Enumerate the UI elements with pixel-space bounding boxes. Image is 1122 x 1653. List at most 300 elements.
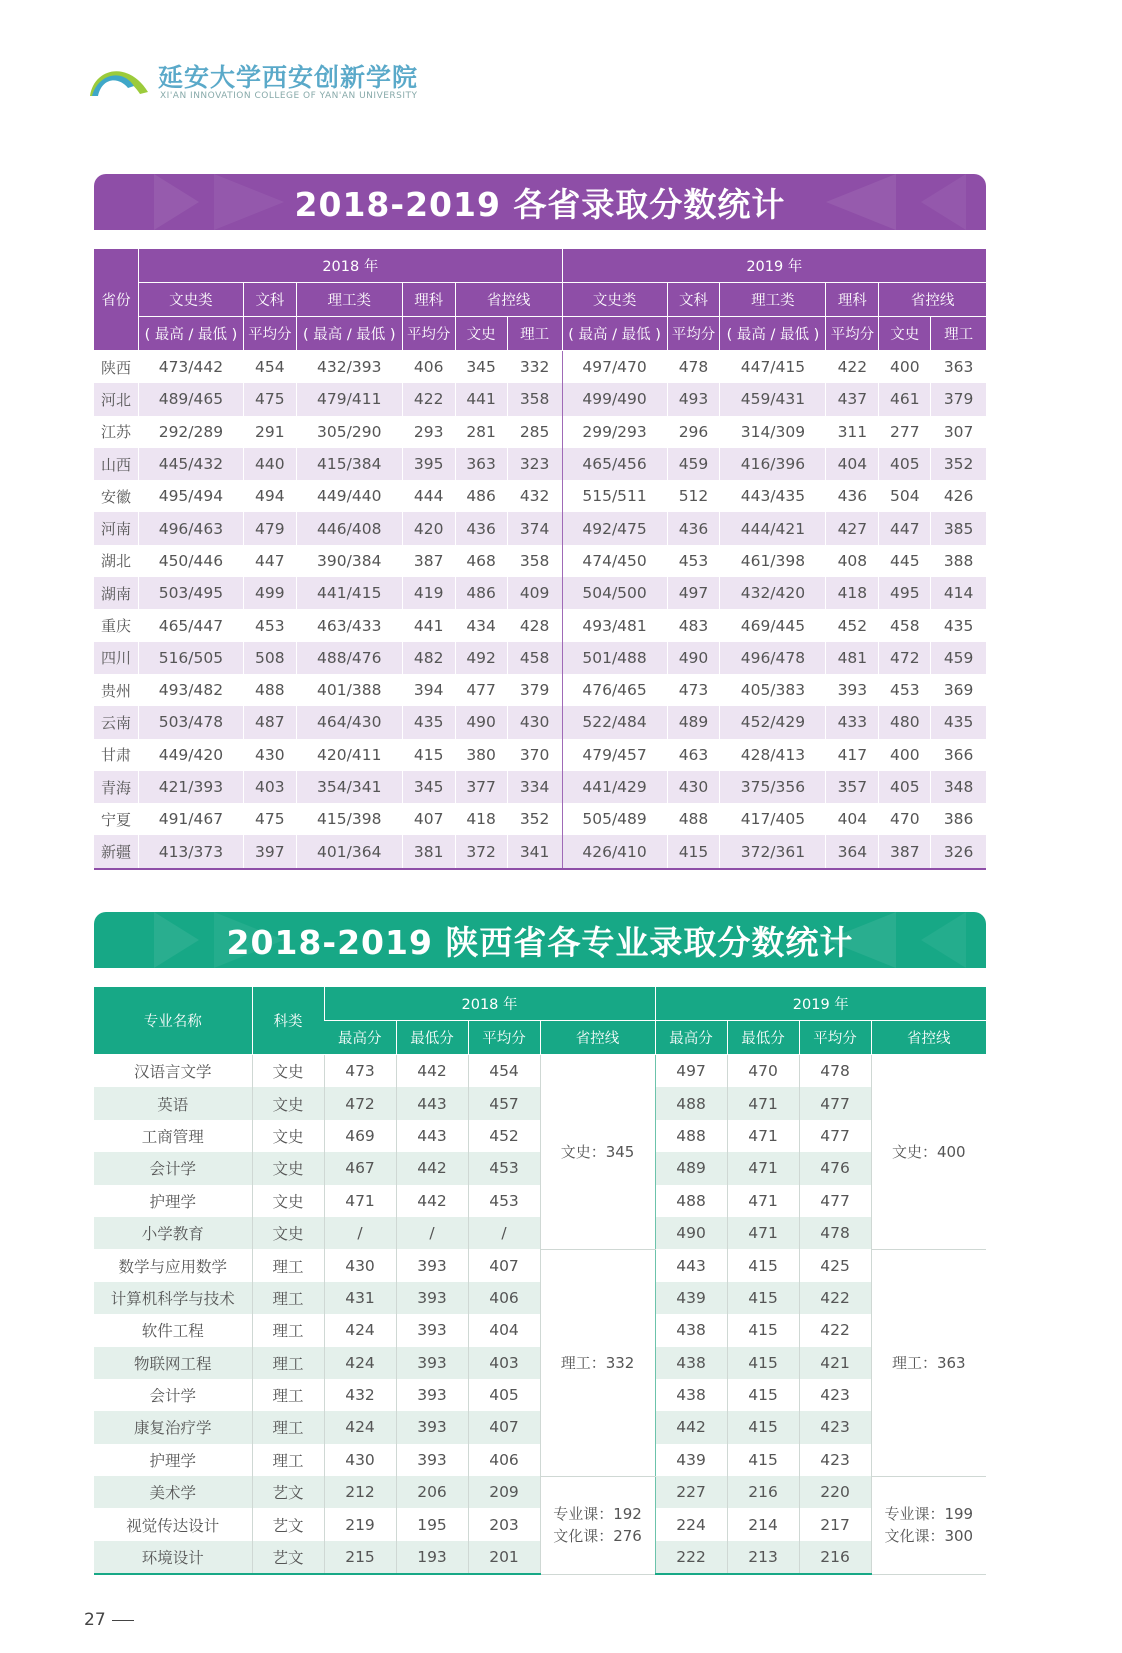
score-cell: 400 xyxy=(879,351,931,384)
score-cell: 480 xyxy=(879,706,931,738)
score-cell: 436 xyxy=(455,512,507,544)
avg-score: 201 xyxy=(468,1541,540,1574)
score-cell: 420 xyxy=(402,512,455,544)
score-cell: 496/463 xyxy=(138,512,243,544)
score-cell: 475 xyxy=(243,383,296,415)
score-cell: 413/373 xyxy=(138,835,243,868)
score-cell: 405 xyxy=(879,448,931,480)
score-cell: 311 xyxy=(826,416,879,448)
score-cell: 418 xyxy=(826,577,879,609)
header-li-avg: 理科 xyxy=(402,283,455,317)
max-score: 497 xyxy=(655,1055,727,1088)
subject-type: 文史 xyxy=(252,1055,324,1088)
score-cell: 433 xyxy=(826,706,879,738)
major-name: 物联网工程 xyxy=(94,1347,252,1379)
score-cell: 426 xyxy=(931,480,986,512)
province-name: 云南 xyxy=(94,706,138,738)
max-score: 488 xyxy=(655,1087,727,1119)
score-cell: 494 xyxy=(243,480,296,512)
score-cell: 465/456 xyxy=(562,448,667,480)
table-row xyxy=(94,480,986,512)
score-cell: 409 xyxy=(507,577,562,609)
score-cell: 461 xyxy=(879,383,931,415)
avg-score: 454 xyxy=(468,1055,540,1088)
header-max-min: ( 最高 / 最低 ) xyxy=(562,317,667,351)
score-cell: 415/398 xyxy=(296,803,402,835)
score-cell: 477 xyxy=(455,674,507,706)
score-cell: 486 xyxy=(455,577,507,609)
header-max: 最高分 xyxy=(324,1021,396,1055)
score-cell: 468 xyxy=(455,545,507,577)
score-cell: 473/442 xyxy=(138,351,243,384)
province-name: 重庆 xyxy=(94,609,138,641)
subject-type: 文史 xyxy=(252,1217,324,1249)
header-average: 平均分 xyxy=(826,317,879,351)
score-cell: 493/481 xyxy=(562,609,667,641)
score-cell: 379 xyxy=(931,383,986,415)
max-score: 224 xyxy=(655,1508,727,1540)
max-score: 424 xyxy=(324,1411,396,1443)
min-score: 471 xyxy=(727,1087,799,1119)
score-cell: 445/432 xyxy=(138,448,243,480)
max-score: 488 xyxy=(655,1185,727,1217)
score-cell: 501/488 xyxy=(562,642,667,674)
subject-type: 理工 xyxy=(252,1314,324,1346)
header-control-line: 省控线 xyxy=(455,283,562,317)
control-line-text: 理工：363 xyxy=(891,1353,966,1372)
score-cell: 348 xyxy=(931,771,986,803)
min-score: 471 xyxy=(727,1152,799,1184)
score-cell: 420/411 xyxy=(296,739,402,771)
max-score: 473 xyxy=(324,1055,396,1088)
score-cell: 323 xyxy=(507,448,562,480)
header-average: 平均分 xyxy=(243,317,296,351)
header-max-min: ( 最高 / 最低 ) xyxy=(138,317,243,351)
score-cell: 405 xyxy=(879,771,931,803)
score-cell: 358 xyxy=(507,545,562,577)
score-cell: 441/429 xyxy=(562,771,667,803)
score-cell: 458 xyxy=(507,642,562,674)
score-cell: 307 xyxy=(931,416,986,448)
max-score: 438 xyxy=(655,1347,727,1379)
table-row xyxy=(94,448,986,480)
avg-score: / xyxy=(468,1217,540,1249)
score-cell: 285 xyxy=(507,416,562,448)
avg-score: 423 xyxy=(799,1379,871,1411)
school-logo xyxy=(88,54,508,104)
max-score: 488 xyxy=(655,1120,727,1152)
score-cell: 436 xyxy=(826,480,879,512)
major-name: 数学与应用数学 xyxy=(94,1249,252,1281)
max-score: 438 xyxy=(655,1379,727,1411)
avg-score: 209 xyxy=(468,1476,540,1508)
score-cell: 357 xyxy=(826,771,879,803)
score-cell: 293 xyxy=(402,416,455,448)
score-cell: 414 xyxy=(931,577,986,609)
score-cell: 408 xyxy=(826,545,879,577)
score-cell: 386 xyxy=(931,803,986,835)
table-row xyxy=(94,739,986,771)
header-min: 最低分 xyxy=(396,1021,468,1055)
control-line-cell xyxy=(871,1055,986,1250)
score-cell: 358 xyxy=(507,383,562,415)
table-row xyxy=(94,512,986,544)
subject-type: 理工 xyxy=(252,1282,324,1314)
score-cell: 428/413 xyxy=(720,739,826,771)
score-cell: 489/465 xyxy=(138,383,243,415)
max-score: 439 xyxy=(655,1282,727,1314)
score-cell: 417 xyxy=(826,739,879,771)
min-score: 216 xyxy=(727,1476,799,1508)
score-cell: 445 xyxy=(879,545,931,577)
score-cell: 512 xyxy=(667,480,720,512)
min-score: 206 xyxy=(396,1476,468,1508)
min-score: / xyxy=(396,1217,468,1249)
header-year-2018: 2018 年 xyxy=(324,987,655,1021)
subject-type: 理工 xyxy=(252,1411,324,1443)
score-cell: 470 xyxy=(879,803,931,835)
major-name: 美术学 xyxy=(94,1476,252,1508)
min-score: 214 xyxy=(727,1508,799,1540)
min-score: 471 xyxy=(727,1217,799,1249)
major-scores-banner xyxy=(94,912,986,968)
score-cell: 440 xyxy=(243,448,296,480)
table-row xyxy=(94,545,986,577)
min-score: 393 xyxy=(396,1314,468,1346)
control-line-text: 专业课：192 xyxy=(553,1505,642,1524)
score-cell: 381 xyxy=(402,835,455,868)
province-name: 山西 xyxy=(94,448,138,480)
score-cell: 415 xyxy=(402,739,455,771)
score-cell: 452/429 xyxy=(720,706,826,738)
score-cell: 492 xyxy=(455,642,507,674)
avg-score: 422 xyxy=(799,1282,871,1314)
score-cell: 495 xyxy=(879,577,931,609)
max-score: / xyxy=(324,1217,396,1249)
major-name: 环境设计 xyxy=(94,1541,252,1574)
score-cell: 504 xyxy=(879,480,931,512)
score-cell: 499/490 xyxy=(562,383,667,415)
header-year-2019: 2019 年 xyxy=(655,987,986,1021)
score-cell: 522/484 xyxy=(562,706,667,738)
score-cell: 430 xyxy=(243,739,296,771)
major-scores-title: 2018-2019 陕西省各专业录取分数统计 xyxy=(226,922,854,962)
major-name: 会计学 xyxy=(94,1152,252,1184)
score-cell: 459 xyxy=(931,642,986,674)
score-cell: 446/408 xyxy=(296,512,402,544)
score-cell: 435 xyxy=(931,609,986,641)
score-cell: 492/475 xyxy=(562,512,667,544)
avg-score: 478 xyxy=(799,1217,871,1249)
min-score: 393 xyxy=(396,1444,468,1476)
max-score: 222 xyxy=(655,1541,727,1574)
score-cell: 495/494 xyxy=(138,480,243,512)
header-li: 理工 xyxy=(931,317,986,351)
avg-score: 423 xyxy=(799,1411,871,1443)
major-name: 护理学 xyxy=(94,1185,252,1217)
table-row xyxy=(94,1055,986,1088)
avg-score: 421 xyxy=(799,1347,871,1379)
score-cell: 490 xyxy=(667,642,720,674)
table-row xyxy=(94,416,986,448)
max-score: 424 xyxy=(324,1314,396,1346)
score-cell: 395 xyxy=(402,448,455,480)
score-cell: 476/465 xyxy=(562,674,667,706)
score-cell: 341 xyxy=(507,835,562,868)
header-control-line: 省控线 xyxy=(879,283,986,317)
score-cell: 488 xyxy=(243,674,296,706)
score-cell: 352 xyxy=(931,448,986,480)
header-average: 平均分 xyxy=(667,317,720,351)
min-score: 415 xyxy=(727,1282,799,1314)
header-average: 平均分 xyxy=(402,317,455,351)
score-cell: 385 xyxy=(931,512,986,544)
header-wen-avg: 文科 xyxy=(667,283,720,317)
score-cell: 473 xyxy=(667,674,720,706)
header-min: 最低分 xyxy=(727,1021,799,1055)
score-cell: 428 xyxy=(507,609,562,641)
min-score: 193 xyxy=(396,1541,468,1574)
score-cell: 370 xyxy=(507,739,562,771)
control-line-text: 理工：332 xyxy=(560,1353,635,1372)
score-cell: 393 xyxy=(826,674,879,706)
score-cell: 397 xyxy=(243,835,296,868)
score-cell: 387 xyxy=(402,545,455,577)
control-line-text: 文化课：300 xyxy=(884,1527,974,1546)
score-cell: 449/420 xyxy=(138,739,243,771)
score-cell: 450/446 xyxy=(138,545,243,577)
subject-type: 理工 xyxy=(252,1249,324,1281)
score-cell: 352 xyxy=(507,803,562,835)
province-name: 安徽 xyxy=(94,480,138,512)
major-name: 小学教育 xyxy=(94,1217,252,1249)
score-cell: 363 xyxy=(931,351,986,384)
min-score: 213 xyxy=(727,1541,799,1574)
score-cell: 479/457 xyxy=(562,739,667,771)
score-cell: 483 xyxy=(667,609,720,641)
header-avg: 平均分 xyxy=(799,1021,871,1055)
table-row xyxy=(94,577,986,609)
table-row xyxy=(94,803,986,835)
score-cell: 463 xyxy=(667,739,720,771)
score-cell: 481 xyxy=(826,642,879,674)
score-cell: 489 xyxy=(667,706,720,738)
header-li-type: 理工类 xyxy=(296,283,402,317)
province-name: 湖南 xyxy=(94,577,138,609)
control-line-cell xyxy=(540,1249,655,1476)
score-cell: 436 xyxy=(667,512,720,544)
max-score: 424 xyxy=(324,1347,396,1379)
control-line-cell xyxy=(540,1055,655,1250)
header-avg: 平均分 xyxy=(468,1021,540,1055)
major-name: 会计学 xyxy=(94,1379,252,1411)
page-number-text: 27 xyxy=(84,1610,106,1630)
score-cell: 441 xyxy=(455,383,507,415)
score-cell: 388 xyxy=(931,545,986,577)
major-name: 软件工程 xyxy=(94,1314,252,1346)
avg-score: 477 xyxy=(799,1087,871,1119)
score-cell: 377 xyxy=(455,771,507,803)
header-max-min: ( 最高 / 最低 ) xyxy=(720,317,826,351)
avg-score: 404 xyxy=(468,1314,540,1346)
avg-score: 453 xyxy=(468,1185,540,1217)
min-score: 393 xyxy=(396,1282,468,1314)
score-cell: 453 xyxy=(879,674,931,706)
score-cell: 422 xyxy=(402,383,455,415)
max-score: 469 xyxy=(324,1120,396,1152)
score-cell: 454 xyxy=(243,351,296,384)
score-cell: 475 xyxy=(243,803,296,835)
score-cell: 515/511 xyxy=(562,480,667,512)
score-cell: 363 xyxy=(455,448,507,480)
score-cell: 463/433 xyxy=(296,609,402,641)
score-cell: 403 xyxy=(243,771,296,803)
table-row xyxy=(94,609,986,641)
header-max: 最高分 xyxy=(655,1021,727,1055)
major-name: 康复治疗学 xyxy=(94,1411,252,1443)
score-cell: 299/293 xyxy=(562,416,667,448)
avg-score: 407 xyxy=(468,1249,540,1281)
max-score: 431 xyxy=(324,1282,396,1314)
score-cell: 387 xyxy=(879,835,931,868)
max-score: 219 xyxy=(324,1508,396,1540)
control-line-text: 文史：345 xyxy=(560,1142,635,1161)
score-cell: 407 xyxy=(402,803,455,835)
score-cell: 364 xyxy=(826,835,879,868)
score-cell: 432/420 xyxy=(720,577,826,609)
score-cell: 459/431 xyxy=(720,383,826,415)
avg-score: 477 xyxy=(799,1120,871,1152)
max-score: 212 xyxy=(324,1476,396,1508)
max-score: 430 xyxy=(324,1444,396,1476)
major-name: 英语 xyxy=(94,1087,252,1119)
province-name: 甘肃 xyxy=(94,739,138,771)
score-cell: 458 xyxy=(879,609,931,641)
score-cell: 417/405 xyxy=(720,803,826,835)
score-cell: 490 xyxy=(455,706,507,738)
score-cell: 435 xyxy=(402,706,455,738)
score-cell: 296 xyxy=(667,416,720,448)
score-cell: 421/393 xyxy=(138,771,243,803)
score-cell: 503/495 xyxy=(138,577,243,609)
header-wen: 文史 xyxy=(879,317,931,351)
max-score: 227 xyxy=(655,1476,727,1508)
major-name: 护理学 xyxy=(94,1444,252,1476)
major-name: 计算机科学与技术 xyxy=(94,1282,252,1314)
score-cell: 372/361 xyxy=(720,835,826,868)
table-row xyxy=(94,706,986,738)
score-cell: 372 xyxy=(455,835,507,868)
score-cell: 419 xyxy=(402,577,455,609)
province-name: 江苏 xyxy=(94,416,138,448)
subject-type: 理工 xyxy=(252,1379,324,1411)
score-cell: 379 xyxy=(507,674,562,706)
score-cell: 326 xyxy=(931,835,986,868)
avg-score: 406 xyxy=(468,1444,540,1476)
province-name: 湖北 xyxy=(94,545,138,577)
score-cell: 488/476 xyxy=(296,642,402,674)
major-name: 汉语言文学 xyxy=(94,1055,252,1088)
score-cell: 453 xyxy=(667,545,720,577)
score-cell: 503/478 xyxy=(138,706,243,738)
max-score: 472 xyxy=(324,1087,396,1119)
min-score: 415 xyxy=(727,1444,799,1476)
subject-type: 文史 xyxy=(252,1087,324,1119)
score-cell: 305/290 xyxy=(296,416,402,448)
score-cell: 401/364 xyxy=(296,835,402,868)
score-cell: 292/289 xyxy=(138,416,243,448)
avg-score: 422 xyxy=(799,1314,871,1346)
score-cell: 497 xyxy=(667,577,720,609)
score-cell: 366 xyxy=(931,739,986,771)
min-score: 415 xyxy=(727,1379,799,1411)
score-cell: 432 xyxy=(507,480,562,512)
min-score: 393 xyxy=(396,1249,468,1281)
score-cell: 394 xyxy=(402,674,455,706)
score-cell: 426/410 xyxy=(562,835,667,868)
header-year-2019: 2019 年 xyxy=(562,249,986,283)
header-major: 专业名称 xyxy=(94,987,252,1055)
province-name: 河南 xyxy=(94,512,138,544)
major-name: 工商管理 xyxy=(94,1120,252,1152)
major-scores-body xyxy=(94,1055,986,1575)
score-cell: 447/415 xyxy=(720,351,826,384)
min-score: 393 xyxy=(396,1379,468,1411)
score-cell: 465/447 xyxy=(138,609,243,641)
score-cell: 430 xyxy=(667,771,720,803)
table-row xyxy=(94,383,986,415)
score-cell: 474/450 xyxy=(562,545,667,577)
header-wen: 文史 xyxy=(455,317,507,351)
max-score: 432 xyxy=(324,1379,396,1411)
score-cell: 404 xyxy=(826,448,879,480)
subject-type: 文史 xyxy=(252,1120,324,1152)
score-cell: 432/393 xyxy=(296,351,402,384)
avg-score: 216 xyxy=(799,1541,871,1574)
score-cell: 406 xyxy=(402,351,455,384)
score-cell: 464/430 xyxy=(296,706,402,738)
avg-score: 452 xyxy=(468,1120,540,1152)
min-score: 415 xyxy=(727,1347,799,1379)
max-score: 430 xyxy=(324,1249,396,1281)
province-scores-title: 2018-2019 各省录取分数统计 xyxy=(294,184,786,224)
score-cell: 488 xyxy=(667,803,720,835)
province-name: 新疆 xyxy=(94,835,138,868)
min-score: 195 xyxy=(396,1508,468,1540)
avg-score: 406 xyxy=(468,1282,540,1314)
score-cell: 447 xyxy=(243,545,296,577)
min-score: 442 xyxy=(396,1185,468,1217)
score-cell: 401/388 xyxy=(296,674,402,706)
max-score: 442 xyxy=(655,1411,727,1443)
max-score: 467 xyxy=(324,1152,396,1184)
score-cell: 374 xyxy=(507,512,562,544)
avg-score: 453 xyxy=(468,1152,540,1184)
subject-type: 艺文 xyxy=(252,1541,324,1574)
province-name: 宁夏 xyxy=(94,803,138,835)
header-year-2018: 2018 年 xyxy=(138,249,562,283)
score-cell: 405/383 xyxy=(720,674,826,706)
score-cell: 505/489 xyxy=(562,803,667,835)
header-type: 科类 xyxy=(252,987,324,1055)
score-cell: 427 xyxy=(826,512,879,544)
control-line-text: 专业课：199 xyxy=(884,1505,974,1524)
header-li-type: 理工类 xyxy=(720,283,826,317)
subject-type: 理工 xyxy=(252,1444,324,1476)
score-cell: 482 xyxy=(402,642,455,674)
subject-type: 文史 xyxy=(252,1152,324,1184)
score-cell: 469/445 xyxy=(720,609,826,641)
